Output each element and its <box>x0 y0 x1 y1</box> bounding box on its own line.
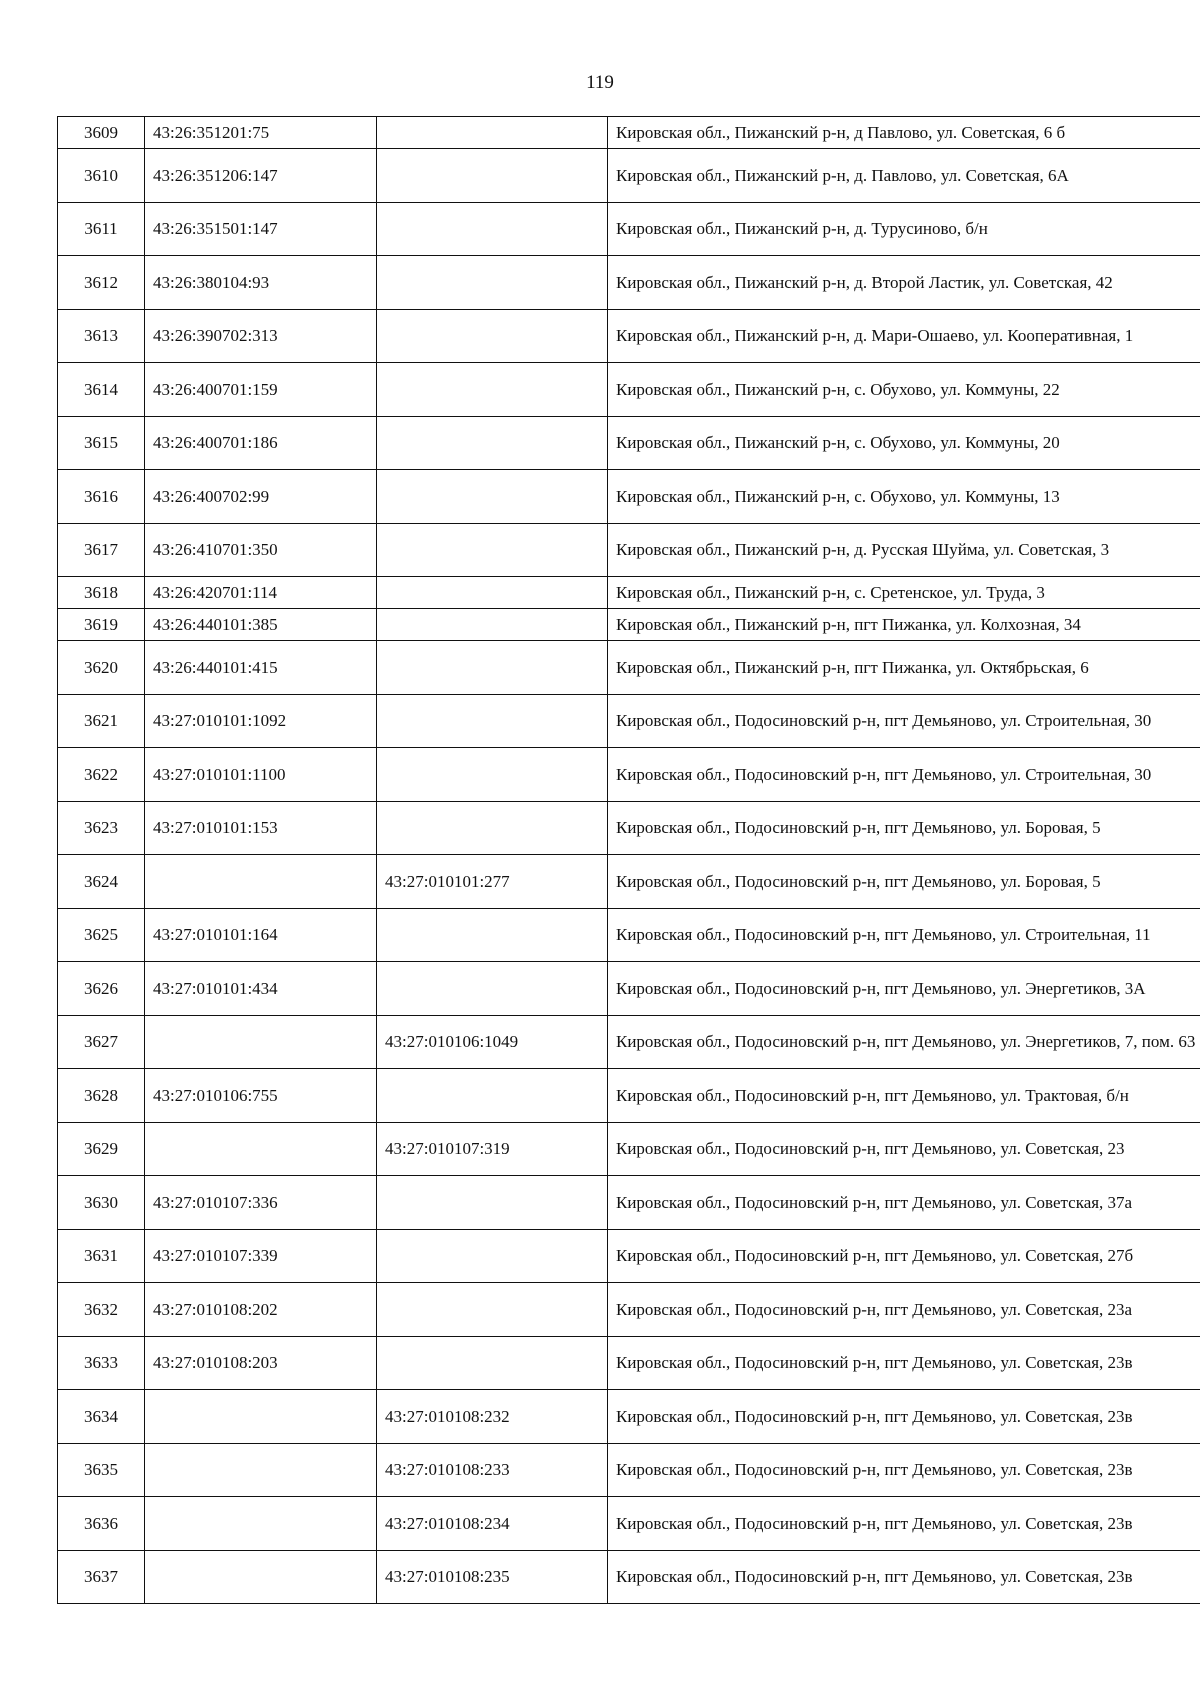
row-number-cell: 3630 <box>58 1176 145 1230</box>
cadastral-number-cell: 43:26:351201:75 <box>145 117 377 149</box>
table-row <box>58 748 1200 802</box>
premises-cadastral-number-cell <box>377 1336 608 1390</box>
premises-cadastral-number-cell <box>377 470 608 524</box>
cadastral-number-cell: 43:26:410701:350 <box>145 523 377 577</box>
address-cell: Кировская обл., Пижанский р-н, д. Павлово, ул. Советская, 6А <box>608 149 1200 203</box>
cadastral-number-cell: 43:26:400702:99 <box>145 470 377 524</box>
table-row <box>58 801 1200 855</box>
premises-cadastral-number-cell <box>377 641 608 695</box>
table-row <box>58 523 1200 577</box>
address-cell: Кировская обл., Пижанский р-н, д Павлово, ул. Советская, 6 б <box>608 117 1200 149</box>
table-row <box>58 1550 1200 1604</box>
row-number-cell: 3621 <box>58 694 145 748</box>
cadastral-number-cell: 43:27:010101:1092 <box>145 694 377 748</box>
premises-cadastral-number-cell <box>377 523 608 577</box>
address-cell: Кировская обл., Пижанский р-н, д. Турусиново, б/н <box>608 202 1200 256</box>
property-register-table <box>57 116 1200 1604</box>
address-cell: Кировская обл., Пижанский р-н, с. Обухово, ул. Коммуны, 20 <box>608 416 1200 470</box>
row-number-cell: 3618 <box>58 577 145 609</box>
premises-cadastral-number-cell: 43:27:010108:232 <box>377 1390 608 1444</box>
table-row <box>58 1443 1200 1497</box>
cadastral-number-cell: 43:27:010101:434 <box>145 962 377 1016</box>
row-number-cell: 3631 <box>58 1229 145 1283</box>
table-row <box>58 694 1200 748</box>
premises-cadastral-number-cell <box>377 1283 608 1337</box>
premises-cadastral-number-cell <box>377 149 608 203</box>
premises-cadastral-number-cell <box>377 117 608 149</box>
table-row <box>58 908 1200 962</box>
address-cell: Кировская обл., Пижанский р-н, с. Сретенское, ул. Труда, 3 <box>608 577 1200 609</box>
address-cell: Кировская обл., Подосиновский р-н, пгт Демьяново, ул. Трактовая, б/н <box>608 1069 1200 1123</box>
address-cell: Кировская обл., Подосиновский р-н, пгт Демьяново, ул. Советская, 23в <box>608 1336 1200 1390</box>
row-number-cell: 3613 <box>58 309 145 363</box>
table-row <box>58 577 1200 609</box>
table-row <box>58 1069 1200 1123</box>
row-number-cell: 3620 <box>58 641 145 695</box>
cadastral-number-cell: 43:27:010108:203 <box>145 1336 377 1390</box>
table-row <box>58 149 1200 203</box>
premises-cadastral-number-cell <box>377 694 608 748</box>
premises-cadastral-number-cell: 43:27:010108:235 <box>377 1550 608 1604</box>
row-number-cell: 3614 <box>58 363 145 417</box>
cadastral-number-cell <box>145 855 377 909</box>
premises-cadastral-number-cell <box>377 908 608 962</box>
cadastral-number-cell <box>145 1443 377 1497</box>
row-number-cell: 3632 <box>58 1283 145 1337</box>
premises-cadastral-number-cell <box>377 416 608 470</box>
cadastral-number-cell: 43:26:390702:313 <box>145 309 377 363</box>
premises-cadastral-number-cell: 43:27:010108:233 <box>377 1443 608 1497</box>
premises-cadastral-number-cell <box>377 1176 608 1230</box>
address-cell: Кировская обл., Пижанский р-н, пгт Пижанка, ул. Колхозная, 34 <box>608 609 1200 641</box>
cadastral-number-cell: 43:27:010106:755 <box>145 1069 377 1123</box>
cadastral-number-cell: 43:26:400701:186 <box>145 416 377 470</box>
table-row <box>58 309 1200 363</box>
address-cell: Кировская обл., Подосиновский р-н, пгт Демьяново, ул. Советская, 23в <box>608 1497 1200 1551</box>
premises-cadastral-number-cell <box>377 256 608 310</box>
table-row <box>58 641 1200 695</box>
row-number-cell: 3623 <box>58 801 145 855</box>
table-row <box>58 1497 1200 1551</box>
table-row <box>58 1122 1200 1176</box>
cadastral-number-cell: 43:26:420701:114 <box>145 577 377 609</box>
premises-cadastral-number-cell <box>377 363 608 417</box>
cadastral-number-cell <box>145 1390 377 1444</box>
address-cell: Кировская обл., Пижанский р-н, пгт Пижанка, ул. Октябрьская, 6 <box>608 641 1200 695</box>
address-cell: Кировская обл., Пижанский р-н, с. Обухово, ул. Коммуны, 13 <box>608 470 1200 524</box>
cadastral-number-cell <box>145 1122 377 1176</box>
address-cell: Кировская обл., Подосиновский р-н, пгт Демьяново, ул. Советская, 23в <box>608 1443 1200 1497</box>
address-cell: Кировская обл., Пижанский р-н, с. Обухово, ул. Коммуны, 22 <box>608 363 1200 417</box>
table-body <box>58 117 1200 1604</box>
address-cell: Кировская обл., Подосиновский р-н, пгт Демьяново, ул. Энергетиков, 7, пом. 63 <box>608 1015 1200 1069</box>
row-number-cell: 3637 <box>58 1550 145 1604</box>
premises-cadastral-number-cell: 43:27:010108:234 <box>377 1497 608 1551</box>
row-number-cell: 3635 <box>58 1443 145 1497</box>
cadastral-number-cell: 43:26:440101:385 <box>145 609 377 641</box>
row-number-cell: 3610 <box>58 149 145 203</box>
table-row <box>58 1176 1200 1230</box>
table-row <box>58 1015 1200 1069</box>
premises-cadastral-number-cell: 43:27:010101:277 <box>377 855 608 909</box>
address-cell: Кировская обл., Подосиновский р-н, пгт Демьяново, ул. Советская, 23в <box>608 1550 1200 1604</box>
address-cell: Кировская обл., Подосиновский р-н, пгт Демьяново, ул. Боровая, 5 <box>608 855 1200 909</box>
address-cell: Кировская обл., Подосиновский р-н, пгт Демьяново, ул. Советская, 27б <box>608 1229 1200 1283</box>
address-cell: Кировская обл., Подосиновский р-н, пгт Демьяново, ул. Советская, 23 <box>608 1122 1200 1176</box>
premises-cadastral-number-cell <box>377 962 608 1016</box>
row-number-cell: 3625 <box>58 908 145 962</box>
cadastral-number-cell: 43:27:010108:202 <box>145 1283 377 1337</box>
cadastral-number-cell: 43:26:351501:147 <box>145 202 377 256</box>
address-cell: Кировская обл., Пижанский р-н, д. Второй Ластик, ул. Советская, 42 <box>608 256 1200 310</box>
row-number-cell: 3634 <box>58 1390 145 1444</box>
table-row <box>58 416 1200 470</box>
row-number-cell: 3636 <box>58 1497 145 1551</box>
premises-cadastral-number-cell: 43:27:010107:319 <box>377 1122 608 1176</box>
premises-cadastral-number-cell <box>377 748 608 802</box>
premises-cadastral-number-cell: 43:27:010106:1049 <box>377 1015 608 1069</box>
table-row <box>58 470 1200 524</box>
table-row <box>58 1283 1200 1337</box>
address-cell: Кировская обл., Подосиновский р-н, пгт Демьяново, ул. Советская, 23в <box>608 1390 1200 1444</box>
table-row <box>58 609 1200 641</box>
premises-cadastral-number-cell <box>377 1069 608 1123</box>
cadastral-number-cell <box>145 1497 377 1551</box>
row-number-cell: 3611 <box>58 202 145 256</box>
premises-cadastral-number-cell <box>377 577 608 609</box>
table-row <box>58 855 1200 909</box>
premises-cadastral-number-cell <box>377 309 608 363</box>
row-number-cell: 3616 <box>58 470 145 524</box>
address-cell: Кировская обл., Подосиновский р-н, пгт Демьяново, ул. Советская, 23а <box>608 1283 1200 1337</box>
address-cell: Кировская обл., Подосиновский р-н, пгт Демьяново, ул. Советская, 37а <box>608 1176 1200 1230</box>
table-row <box>58 1229 1200 1283</box>
row-number-cell: 3624 <box>58 855 145 909</box>
page-number: 119 <box>586 72 614 93</box>
cadastral-number-cell: 43:26:351206:147 <box>145 149 377 203</box>
address-cell: Кировская обл., Пижанский р-н, д. Мари-Ошаево, ул. Кооперативная, 1 <box>608 309 1200 363</box>
cadastral-number-cell: 43:27:010101:153 <box>145 801 377 855</box>
cadastral-number-cell: 43:27:010101:1100 <box>145 748 377 802</box>
row-number-cell: 3626 <box>58 962 145 1016</box>
table-row <box>58 1390 1200 1444</box>
row-number-cell: 3619 <box>58 609 145 641</box>
address-cell: Кировская обл., Подосиновский р-н, пгт Демьяново, ул. Строительная, 11 <box>608 908 1200 962</box>
address-cell: Кировская обл., Подосиновский р-н, пгт Демьяново, ул. Боровая, 5 <box>608 801 1200 855</box>
cadastral-number-cell: 43:27:010101:164 <box>145 908 377 962</box>
address-cell: Кировская обл., Подосиновский р-н, пгт Демьяново, ул. Строительная, 30 <box>608 748 1200 802</box>
row-number-cell: 3633 <box>58 1336 145 1390</box>
row-number-cell: 3617 <box>58 523 145 577</box>
cadastral-number-cell <box>145 1015 377 1069</box>
table-row <box>58 256 1200 310</box>
row-number-cell: 3628 <box>58 1069 145 1123</box>
row-number-cell: 3609 <box>58 117 145 149</box>
cadastral-number-cell: 43:26:440101:415 <box>145 641 377 695</box>
table-row <box>58 202 1200 256</box>
address-cell: Кировская обл., Подосиновский р-н, пгт Демьяново, ул. Энергетиков, 3А <box>608 962 1200 1016</box>
table-row <box>58 962 1200 1016</box>
cadastral-number-cell: 43:26:400701:159 <box>145 363 377 417</box>
table-row <box>58 1336 1200 1390</box>
row-number-cell: 3629 <box>58 1122 145 1176</box>
row-number-cell: 3622 <box>58 748 145 802</box>
table-row <box>58 117 1200 149</box>
premises-cadastral-number-cell <box>377 801 608 855</box>
cadastral-number-cell <box>145 1550 377 1604</box>
row-number-cell: 3612 <box>58 256 145 310</box>
cadastral-number-cell: 43:27:010107:336 <box>145 1176 377 1230</box>
address-cell: Кировская обл., Подосиновский р-н, пгт Демьяново, ул. Строительная, 30 <box>608 694 1200 748</box>
row-number-cell: 3615 <box>58 416 145 470</box>
table-row <box>58 363 1200 417</box>
premises-cadastral-number-cell <box>377 609 608 641</box>
premises-cadastral-number-cell <box>377 202 608 256</box>
cadastral-number-cell: 43:26:380104:93 <box>145 256 377 310</box>
address-cell: Кировская обл., Пижанский р-н, д. Русская Шуйма, ул. Советская, 3 <box>608 523 1200 577</box>
row-number-cell: 3627 <box>58 1015 145 1069</box>
cadastral-number-cell: 43:27:010107:339 <box>145 1229 377 1283</box>
premises-cadastral-number-cell <box>377 1229 608 1283</box>
